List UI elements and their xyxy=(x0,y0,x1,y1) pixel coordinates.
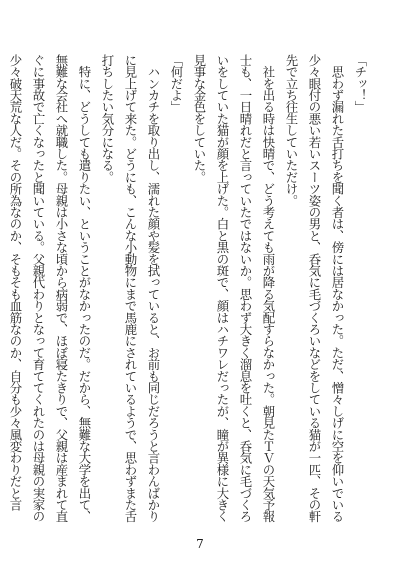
text-line: 見事な金色をしていた。 xyxy=(192,54,207,183)
text-line xyxy=(0,54,4,524)
text-line: 少々眼付の悪い若いスーツ姿の男と、呑気に毛づくろいなどをしている猫が一匹、その軒 xyxy=(307,54,322,522)
text-line: 特に、どうしても遣りたい、ということがなかったのだ。だから、無難な大学を出て、 xyxy=(77,54,92,522)
page-number: 7 xyxy=(196,537,204,551)
text-line: 「チッ！」 xyxy=(353,54,368,113)
text-body xyxy=(8,54,372,524)
text-line: に見上げて来た。どうにも、こんな小動物にまで馬鹿にされているようで、思わずまた舌 xyxy=(123,54,138,522)
text-line: 士も、一日晴れだと言っていたではないか。思わず大きく溜息を吐くと、呑気に毛づくろ xyxy=(238,54,253,522)
text-line: 打ちしたい気分になる。 xyxy=(100,54,115,183)
text-line: ハンカチを取り出し、濡れた顔や髪を拭っていると、お前も同じだろうと言わんばかり xyxy=(146,54,161,522)
text-line: いをしていた猫が顔を上げた。白と黒の斑で、顔はハチワレだったが、瞳が異様に大きく xyxy=(215,54,230,522)
text-line: 社を出る時は快晴で、どう考えても雨が降る気配すらなかった。朝見たＴＶの天気予報 xyxy=(261,54,276,522)
text-line: 無難な会社へ就職した。母親は小さな頃から病弱で、ほぼ寝たきりで、父親は産まれて直 xyxy=(54,54,69,522)
text-line: 少々破天荒な人だ。その所為なのか、そもそも血筋なのか、自分も少々風変わりだと言 xyxy=(8,54,23,511)
text-line: 「何だよ」 xyxy=(169,54,184,113)
text-line: 思わず漏れた舌打ちを聞く者は、傍には居なかった。ただ、憎々しげに空を仰いでいる xyxy=(330,54,345,522)
text-line: 先で立ち往生していただけ。 xyxy=(284,54,299,207)
text-line: ぐに事故で亡くなったと聞いている。父親代わりとなって育ててくれたのは母親の実家の xyxy=(31,54,46,522)
